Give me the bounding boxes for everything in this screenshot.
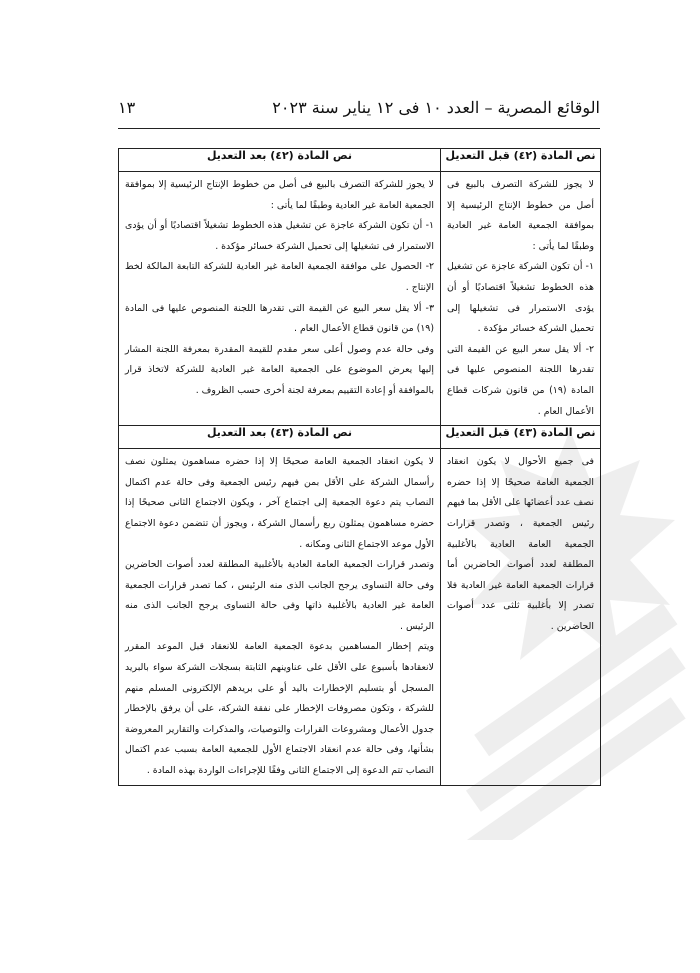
text-paragraph: لا يجوز للشركة التصرف بالبيع فى أصل من خطوط الإنتاج الرئيسية إلا بموافقة الجمعية العامة غير العادية وطبقًا لما يأتى : (125, 179, 434, 211)
text-paragraph: ويتم إخطار المساهمين بدعوة الجمعية العامة للانعقاد قبل الموعد المقرر لانعقادها بأسبوع على الأقل على عناوينهم الثابتة بسجلات الشركة سواء بالبريد المسجل أو بتسليم الإخطارات باليد أو على بريدهم الإلكترونى المسلم منهم للشركة ، وتكون مصروفات الإخطار على نفقة الشركة، على أن يرفق بالإخطار جدول الأعمال ومشروعات القرارات والتوصيات، والمذكرات والتقارير المعروضة بشأنها، وفى حالة عدم انعقاد الاجتماع الأول للجمعية العامة بسبب عدم اكتمال النصاب تتم الدعوة إلى الاجتماع الثانى وفقًا للإجراءات الواردة بهذه المادة . (125, 641, 434, 777)
text-paragraph: وتصدر قرارات الجمعية العامة العادية بالأغلبية المطلقة لعدد أصوات الحاضرين وفى حالة التساوى يرجح الجانب الذى منه الرئيس ، كما تصدر قرارات الجمعية العامة غير العادية بالأغلبية ذاتها وفى حالة التساوى يرجح الجانب الذى منه الرئيس . (125, 559, 434, 632)
before-amendment-header: نص المادة (٤٣) قبل التعديل (441, 426, 601, 449)
page-header (118, 96, 600, 129)
before-amendment-text (441, 449, 601, 786)
amendment-comparison-table (118, 148, 601, 786)
text-paragraph: ٣- ألا يقل سعر البيع عن القيمة التى تقدرها اللجنة المنصوص عليها فى المادة (١٩) من قانون قطاع الأعمال العام . (125, 302, 434, 335)
after-amendment-text (119, 449, 441, 786)
table-row (119, 172, 601, 426)
text-paragraph: لا يكون انعقاد الجمعية العامة صحيحًا إلا إذا حضره مساهمون يمثلون نصف رأسمال الشركة على الأقل بمن فيهم رئيس الجمعية وفى حالة عدم اكتمال النصاب يتم دعوة الجمعية إلى اجتماع آخر ، ويكون الاجتماع الثانى صحيحًا إذا حضره مساهمون يمثلون ربع رأسمال الشركة ، ويجوز أن تتضمن دعوة الاجتماع الأول موعد الاجتماع الثانى ومكانه . (125, 456, 434, 550)
text-paragraph: ٢- ألا يقل سعر البيع عن القيمة التى تقدرها اللجنة المنصوص عليها فى المادة (١٩) من قانون شركات قطاع الأعمال العام . (447, 343, 594, 417)
text-paragraph: فى جميع الأحوال لا يكون انعقاد الجمعية العامة صحيحًا إلا إذا حضره نصف عدد أعضائها على الأقل بما فيهم رئيس الجمعية ، وتصدر قرارات الجمعية العامة العادية بالأغلبية المطلقة لعدد أصوات الحاضرين أما قرارات الجمعية العامة غير العادية فلا تصدر إلا بأغلبية ثلثى عدد أصوات الحاضرين . (447, 456, 594, 632)
before-amendment-text (441, 172, 601, 426)
text-paragraph: ١- أن تكون الشركة عاجزة عن تشغيل هذه الخطوط تشغيلاً اقتصاديًا أو أن يؤدى الاستمرار فى تشغيلها إلى تحميل الشركة خسائر مؤكدة . (125, 220, 434, 252)
text-paragraph: ٢- الحصول على موافقة الجمعية العامة غير العادية للشركة التابعة المالكة لخط الإنتاج . (125, 261, 434, 293)
text-paragraph: ١- أن تكون الشركة عاجزة عن تشغيل هذه الخطوط تشغيلاً اقتصاديًا أو أن يؤدى الاستمرار فى تشغيلها إلى تحميل الشركة خسائر مؤكدة . (447, 261, 594, 335)
table-row (119, 149, 601, 172)
after-amendment-text (119, 172, 441, 426)
page-number: ١٣ (118, 98, 136, 117)
after-amendment-header: نص المادة (٤٣) بعد التعديل (119, 426, 441, 449)
after-amendment-header: نص المادة (٤٢) بعد التعديل (119, 149, 441, 172)
text-paragraph: وفى حالة عدم وصول أعلى سعر مقدم للقيمة المقدرة بمعرفة اللجنة المشار إليها يعرض الموضوع على الجمعية العامة غير العادية للشركة لاتخاذ قرار بالموافقة أو إعادة التقييم بمعرفة لجنة أخرى حسب الظروف . (125, 343, 434, 396)
table-row (119, 426, 601, 449)
text-paragraph: لا يجوز للشركة التصرف بالبيع فى أصل من خطوط الإنتاج الرئيسية إلا بموافقة الجمعية العامة غير العادية وطبقًا لما يأتى : (447, 179, 594, 252)
before-amendment-header: نص المادة (٤٢) قبل التعديل (441, 149, 601, 172)
gazette-title: الوقائع المصرية – العدد ١٠ فى ١٢ يناير سنة ٢٠٢٣ (272, 98, 600, 117)
table-row (119, 449, 601, 786)
